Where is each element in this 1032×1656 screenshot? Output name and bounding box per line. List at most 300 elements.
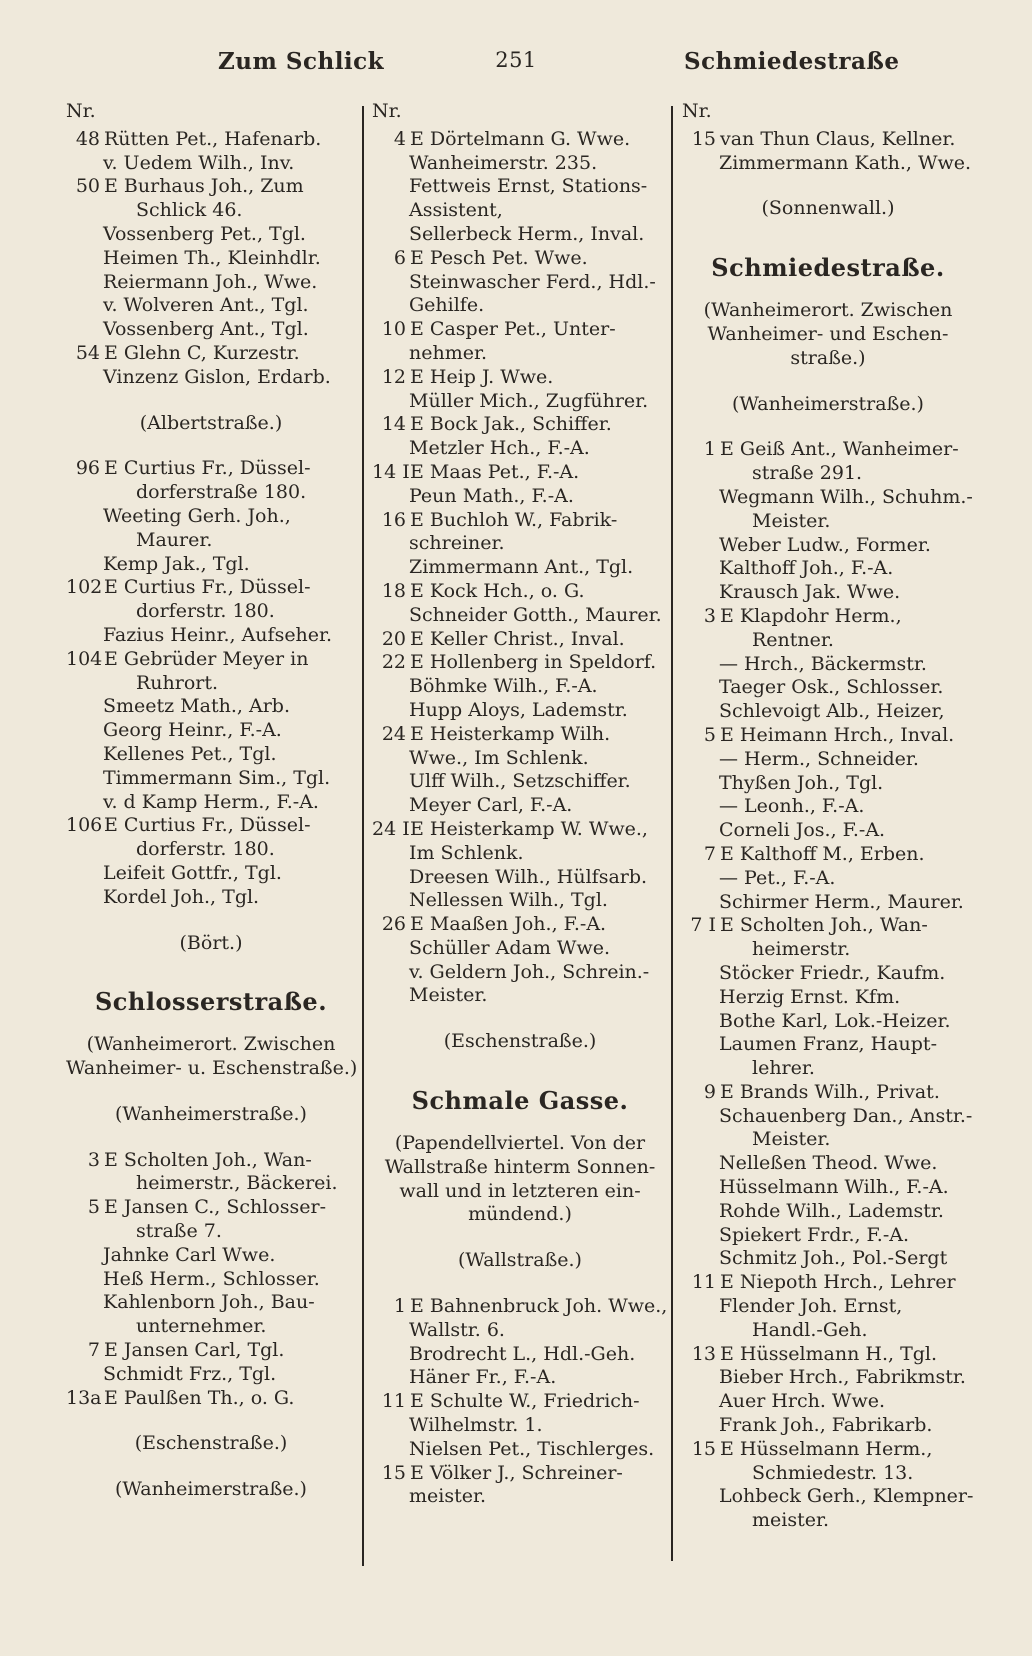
house-entry: [682, 1343, 974, 1367]
entry-text: E Kalthoff M., Erben.: [720, 842, 925, 865]
entry-text: Meister.: [752, 509, 831, 532]
street-note: Wanheimer- u. Eschenstraße.): [66, 1057, 358, 1080]
resident-line: [372, 675, 668, 699]
entry-text: Kellenes Pet., Tgl.: [103, 742, 277, 765]
entry-text: lehrer.: [752, 1057, 815, 1080]
street-note: mündend.): [468, 1203, 572, 1226]
resident-line: [66, 767, 356, 791]
entry-text: Nielsen Pet., Tischlerges.: [409, 1437, 655, 1460]
spacer: [66, 1081, 356, 1103]
running-head-right: Schmiedestraße: [684, 48, 900, 75]
resident-line: [682, 1010, 974, 1034]
entry-text: Schneider Gotth., Maurer.: [409, 603, 662, 626]
entry-text: straße 7.: [136, 1220, 222, 1243]
resident-line: [66, 1244, 356, 1268]
entry-text: Rütten Pet., Hafenarb.: [104, 127, 322, 150]
column-divider: [362, 106, 364, 1566]
spacer: [372, 1227, 668, 1249]
house-entry: [372, 1390, 668, 1414]
entry-text: E Scholten Joh., Wan-: [104, 1148, 312, 1171]
house-number: 5: [87, 1196, 100, 1219]
resident-line: [682, 462, 974, 486]
entry-text: Fettweis Ernst, Stations-: [409, 175, 648, 198]
entry-text: E Buchloh W., Fabrik-: [410, 508, 618, 531]
resident-line: [682, 1033, 974, 1057]
house-number: 26: [381, 913, 406, 936]
entry-text: E Burhaus Joh., Zum: [104, 175, 304, 198]
resident-line: [372, 390, 668, 414]
entry-text: Rohde Wilh., Lademstr.: [719, 1199, 944, 1222]
house-entry: [682, 128, 974, 152]
resident-line: [66, 529, 356, 553]
spacer: [66, 1456, 356, 1478]
entry-text: Schlick 46.: [136, 199, 243, 222]
resident-line: [682, 962, 974, 986]
entry-text: — Herm., Schneider.: [719, 747, 919, 770]
house-number: 7: [87, 1339, 100, 1362]
resident-line: [682, 1366, 974, 1390]
entry-text: Hupp Aloys, Lademstr.: [409, 698, 628, 721]
entry-text: Schirmer Herm., Maurer.: [719, 890, 964, 913]
house-number: 96: [75, 457, 100, 480]
house-number: 3: [703, 604, 716, 627]
entry-text: straße 291.: [752, 462, 863, 485]
entry-text: v. d Kamp Herm., F.-A.: [103, 790, 319, 813]
resident-line: [66, 199, 356, 223]
resident-line: [372, 342, 668, 366]
resident-line: [682, 1414, 974, 1438]
entry-text: E Gebrüder Meyer in: [104, 647, 309, 670]
entry-text: E Völker J., Schreiner-: [410, 1461, 623, 1484]
entry-text: dorferstr. 180.: [136, 838, 275, 861]
house-entry: [682, 438, 974, 462]
resident-line: [682, 891, 974, 915]
resident-line: [682, 1295, 974, 1319]
entry-text: Corneli Jos., F.-A.: [719, 819, 886, 842]
resident-line: [372, 1485, 668, 1509]
entry-text: Böhmke Wilh., F.-A.: [409, 675, 598, 698]
entry-text: Wanheimerstr. 235.: [409, 151, 598, 174]
entry-text: Schauenberg Dan., Anstr.-: [719, 1104, 973, 1127]
entry-text: Ruhrort.: [136, 671, 219, 694]
resident-line: [66, 1363, 356, 1387]
street-note: (Wanheimerstraße.): [115, 1478, 307, 1501]
house-number: 24 I: [372, 817, 410, 840]
entry-text: E Heisterkamp W. Wwe.,: [410, 817, 648, 840]
resident-line: [682, 1224, 974, 1248]
resident-line: [682, 1462, 974, 1486]
entry-text: E Paulßen Th., o. G.: [104, 1386, 295, 1409]
entry-text: E Maaßen Joh., F.-A.: [410, 913, 607, 936]
entry-text: E Hüsselmann Herm.,: [720, 1437, 933, 1460]
entry-text: Laumen Franz, Haupt-: [719, 1033, 937, 1056]
entry-text: Vossenberg Pet., Tgl.: [103, 222, 306, 245]
entry-text: Weeting Gerh. Joh.,: [103, 504, 291, 527]
house-number: 1: [393, 1295, 406, 1318]
entry-text: Bothe Karl, Lok.-Heizer.: [719, 1009, 951, 1032]
entry-text: E Curtius Fr., Düssel-: [104, 814, 311, 837]
house-number: 104: [66, 647, 103, 670]
resident-line: [372, 937, 668, 961]
entry-text: Schmidt Frz., Tgl.: [103, 1362, 277, 1385]
entry-text: Wegmann Wilh., Schuhm.-: [719, 485, 973, 508]
resident-line: [682, 581, 974, 605]
entry-text: Flender Joh. Ernst,: [719, 1295, 903, 1318]
resident-line: [682, 629, 974, 653]
resident-line: [372, 152, 668, 176]
entry-text: Auer Hrch. Wwe.: [719, 1390, 886, 1413]
resident-line: [682, 486, 974, 510]
resident-line: [682, 1509, 974, 1533]
resident-line: [66, 366, 356, 390]
entry-text: Kordel Joh., Tgl.: [103, 885, 260, 908]
directory-column-1: [66, 100, 356, 1502]
resident-line: [66, 624, 356, 648]
resident-line: [372, 1319, 668, 1343]
resident-line: [66, 886, 356, 910]
entry-text: Schlevoigt Alb., Heizer,: [719, 700, 945, 723]
house-entry: [372, 247, 668, 271]
spacer: [682, 416, 974, 438]
house-entry: [372, 1295, 668, 1319]
house-entry: [682, 1438, 974, 1462]
house-entry: [66, 576, 356, 600]
street-note: (Sonnenwall.): [761, 197, 895, 220]
resident-line: [682, 1176, 974, 1200]
entry-text: Brodrecht L., Hdl.-Geh.: [409, 1342, 636, 1365]
entry-text: Maurer.: [136, 528, 213, 551]
resident-line: [372, 794, 668, 818]
resident-line: [372, 294, 668, 318]
resident-line: [682, 1319, 974, 1343]
entry-text: E Curtius Fr., Düssel-: [104, 576, 311, 599]
house-entry: [682, 1081, 974, 1105]
entry-text: Vossenberg Ant., Tgl.: [103, 318, 309, 341]
resident-line: [372, 532, 668, 556]
house-entry: [682, 605, 974, 629]
house-entry: [66, 175, 356, 199]
house-number: 3: [87, 1148, 100, 1171]
house-entry: [66, 1339, 356, 1363]
entry-text: Assistent,: [409, 199, 503, 222]
spacer: [66, 1410, 356, 1432]
street-heading: Schlosserstraße.: [94, 987, 328, 1017]
spacer: [372, 1273, 668, 1295]
resident-line: [372, 1343, 668, 1367]
entry-text: Thyßen Joh., Tgl.: [719, 771, 884, 794]
entry-text: — Leonh., F.-A.: [719, 795, 865, 818]
house-number: 7 I: [690, 914, 716, 937]
house-number: 14: [381, 413, 406, 436]
entry-text: E Scholten Joh., Wan-: [720, 914, 928, 937]
house-number: 1: [703, 438, 716, 461]
house-number: 9: [703, 1080, 716, 1103]
resident-line: [372, 699, 668, 723]
resident-line: [372, 747, 668, 771]
resident-line: [682, 152, 974, 176]
number-column-label: Nr.: [372, 100, 402, 122]
resident-line: [372, 223, 668, 247]
resident-line: [66, 481, 356, 505]
house-entry: [372, 651, 668, 675]
spacer: [66, 910, 356, 932]
street-note: (Bört.): [179, 931, 243, 954]
resident-line: [372, 984, 668, 1008]
resident-line: [66, 1315, 356, 1339]
resident-line: [66, 862, 356, 886]
entry-text: Wilhelmstr. 1.: [409, 1414, 543, 1437]
spacer: [682, 175, 974, 197]
entry-text: Kahlenborn Joh., Bau-: [103, 1291, 315, 1314]
entry-text: E Schulte W., Friedrich-: [410, 1390, 640, 1413]
entry-text: meister.: [409, 1485, 487, 1508]
entry-text: E Hollenberg in Speldorf.: [410, 651, 657, 674]
resident-line: [682, 1485, 974, 1509]
house-entry: [66, 342, 356, 366]
entry-text: Wallstr. 6.: [409, 1318, 505, 1341]
entry-text: Steinwascher Ferd., Hdl.-: [409, 270, 656, 293]
resident-line: [66, 294, 356, 318]
street-note: (Wanheimerort. Zwischen: [86, 1033, 336, 1056]
entry-text: — Hrch., Bäckermstr.: [719, 652, 927, 675]
resident-line: [372, 1366, 668, 1390]
spacer: [682, 371, 974, 393]
entry-text: E Heip J. Wwe.: [410, 365, 554, 388]
resident-line: [682, 772, 974, 796]
entry-text: E Hüsselmann H., Tgl.: [720, 1342, 938, 1365]
entry-text: Timmermann Sim., Tgl.: [103, 766, 331, 789]
entry-text: Zimmermann Ant., Tgl.: [409, 556, 634, 579]
entry-text: van Thun Claus, Kellner.: [720, 127, 956, 150]
resident-line: [66, 223, 356, 247]
resident-line: [682, 819, 974, 843]
resident-line: [372, 175, 668, 199]
resident-line: [372, 271, 668, 295]
entry-text: Heimen Th., Kleinhdlr.: [103, 246, 321, 269]
entry-text: E Geiß Ant., Wanheimer-: [720, 438, 959, 461]
entry-text: Häner Fr., F.-A.: [409, 1366, 557, 1389]
street-heading: Schmiedestraße.: [711, 253, 945, 283]
street-note: (Wanheimerort. Zwischen: [703, 299, 953, 322]
entry-text: Kemp Jak., Tgl.: [103, 552, 250, 575]
resident-line: [682, 867, 974, 891]
entry-text: Peun Math., F.-A.: [409, 484, 574, 507]
entry-text: schreiner.: [409, 532, 505, 555]
entry-text: nehmer.: [409, 341, 488, 364]
resident-line: [372, 485, 668, 509]
house-entry: [66, 1387, 356, 1411]
entry-text: E Klapdohr Herm.,: [720, 604, 902, 627]
house-entry: [66, 457, 356, 481]
street-note: (Wallstraße.): [458, 1249, 582, 1272]
resident-line: [372, 604, 668, 628]
spacer: [66, 1127, 356, 1149]
resident-line: [66, 1268, 356, 1292]
entry-text: E Brands Wilh., Privat.: [720, 1080, 940, 1103]
house-entry: [66, 1196, 356, 1220]
house-entry: [372, 1462, 668, 1486]
page-header: [0, 48, 1032, 88]
resident-line: [66, 247, 356, 271]
resident-line: [372, 889, 668, 913]
entry-text: Vinzenz Gislon, Erdarb.: [103, 365, 331, 388]
resident-line: [682, 700, 974, 724]
house-number: 106: [66, 814, 103, 837]
resident-line: [682, 1247, 974, 1271]
house-number: 14 I: [372, 460, 410, 483]
street-note: straße.): [790, 346, 866, 369]
street-heading: Schmale Gasse.: [411, 1086, 629, 1116]
resident-line: [66, 271, 356, 295]
resident-line: [682, 653, 974, 677]
entry-text: Sellerbeck Herm., Inval.: [409, 222, 645, 245]
resident-line: [682, 1200, 974, 1224]
resident-line: [66, 318, 356, 342]
resident-line: [66, 1220, 356, 1244]
entry-text: Meyer Carl, F.-A.: [409, 794, 573, 817]
resident-line: [682, 557, 974, 581]
house-entry: [372, 318, 668, 342]
spacer: [682, 285, 974, 299]
house-entry: [66, 814, 356, 838]
house-entry: [372, 413, 668, 437]
entry-text: Leifeit Gottfr., Tgl.: [103, 861, 282, 884]
page-number: 251: [495, 48, 537, 72]
entry-text: Lohbeck Gerh., Klempner-: [719, 1485, 974, 1508]
directory-column-3: [682, 100, 974, 1533]
resident-line: [682, 748, 974, 772]
spacer: [682, 221, 974, 251]
entry-text: meister.: [752, 1509, 830, 1532]
entry-text: Ulff Wilh., Setzschiffer.: [409, 770, 631, 793]
entry-text: Dreesen Wilh., Hülfsarb.: [409, 865, 648, 888]
resident-line: [682, 510, 974, 534]
entry-text: v. Uedem Wilh., Inv.: [103, 151, 295, 174]
house-entry: [372, 913, 668, 937]
entry-text: Im Schlenk.: [409, 841, 524, 864]
resident-line: [66, 672, 356, 696]
entry-text: v. Wolveren Ant., Tgl.: [103, 294, 309, 317]
spacer: [66, 955, 356, 985]
house-number: 5: [703, 723, 716, 746]
entry-text: Schüller Adam Wwe.: [409, 936, 610, 959]
entry-text: Taeger Osk., Schlosser.: [719, 676, 944, 699]
entry-text: Hüsselmann Wilh., F.-A.: [719, 1176, 949, 1199]
house-number: 16: [381, 508, 406, 531]
resident-line: [682, 795, 974, 819]
entry-text: Georg Heinr., F.-A.: [103, 719, 282, 742]
house-number: 50: [75, 175, 100, 198]
entry-text: E Glehn C, Kurzestr.: [104, 341, 300, 364]
house-number: 20: [381, 627, 406, 650]
spacer: [66, 1019, 356, 1033]
entry-text: Nellessen Wilh., Tgl.: [409, 889, 608, 912]
resident-line: [66, 719, 356, 743]
resident-line: [682, 938, 974, 962]
street-note: (Albertstraße.): [139, 411, 283, 434]
resident-line: [372, 961, 668, 985]
resident-line: [372, 770, 668, 794]
resident-line: [66, 791, 356, 815]
entry-text: Schmiedestr. 13.: [752, 1461, 914, 1484]
entry-text: E Pesch Pet. Wwe.: [410, 246, 588, 269]
resident-line: [66, 152, 356, 176]
house-number: 15: [691, 127, 716, 150]
entry-text: Weber Ludw., Former.: [719, 533, 931, 556]
entry-text: Rentner.: [752, 628, 834, 651]
entry-text: heimerstr., Bäckerei.: [136, 1172, 338, 1195]
resident-line: [372, 1438, 668, 1462]
entry-text: Wwe., Im Schlenk.: [409, 746, 589, 769]
house-number: 10: [381, 318, 406, 341]
house-number: 15: [381, 1461, 406, 1484]
entry-text: Stöcker Friedr., Kaufm.: [719, 961, 946, 984]
street-note: (Eschenstraße.): [134, 1432, 288, 1455]
entry-text: Smeetz Math., Arb.: [103, 695, 290, 718]
house-number: 11: [381, 1390, 406, 1413]
column-divider: [671, 106, 673, 1561]
entry-text: v. Geldern Joh., Schrein.-: [409, 960, 650, 983]
resident-line: [682, 1128, 974, 1152]
entry-text: Kalthoff Joh., F.-A.: [719, 557, 894, 580]
street-note: (Papendellviertel. Von der: [394, 1132, 646, 1155]
house-entry: [372, 818, 668, 842]
house-entry: [372, 628, 668, 652]
house-entry: [372, 723, 668, 747]
entry-text: Müller Mich., Zugführer.: [409, 389, 649, 412]
resident-line: [682, 1152, 974, 1176]
house-number: 22: [381, 651, 406, 674]
entry-text: E Keller Christ., Inval.: [410, 627, 625, 650]
entry-text: dorferstr. 180.: [136, 600, 275, 623]
spacer: [66, 435, 356, 457]
entry-text: E Bock Jak., Schiffer.: [410, 413, 612, 436]
house-entry: [372, 580, 668, 604]
street-note: (Eschenstraße.): [443, 1030, 597, 1053]
entry-text: Heß Herm., Schlosser.: [103, 1267, 320, 1290]
entry-text: heimerstr.: [752, 938, 851, 961]
resident-line: [682, 986, 974, 1010]
directory-column-2: [372, 100, 668, 1509]
house-number: 4: [393, 127, 406, 150]
house-number: 54: [75, 341, 100, 364]
resident-line: [66, 838, 356, 862]
entry-text: Meister.: [752, 1128, 831, 1151]
house-entry: [682, 724, 974, 748]
spacer: [372, 1054, 668, 1084]
street-note: wall und in letzteren ein-: [399, 1179, 641, 1202]
entry-text: E Heimann Hrch., Inval.: [720, 723, 955, 746]
entry-text: E Dörtelmann G. Wwe.: [410, 127, 631, 150]
entry-text: E Curtius Fr., Düssel-: [104, 457, 311, 480]
spacer: [66, 390, 356, 412]
house-number: 15: [691, 1437, 716, 1460]
street-note: Wanheimer- und Eschen-: [707, 322, 949, 345]
resident-line: [372, 199, 668, 223]
house-entry: [372, 461, 668, 485]
entry-text: E Maas Pet., F.-A.: [410, 460, 580, 483]
number-column-label: Nr.: [682, 100, 712, 122]
house-entry: [66, 648, 356, 672]
resident-line: [66, 695, 356, 719]
house-number: 13a: [66, 1386, 102, 1409]
house-number: 7: [703, 842, 716, 865]
house-number: 24: [381, 722, 406, 745]
entry-text: Gehilfe.: [409, 294, 485, 317]
entry-text: E Jansen Carl, Tgl.: [104, 1339, 285, 1362]
resident-line: [66, 1291, 356, 1315]
entry-text: Handl.-Geh.: [752, 1318, 868, 1341]
